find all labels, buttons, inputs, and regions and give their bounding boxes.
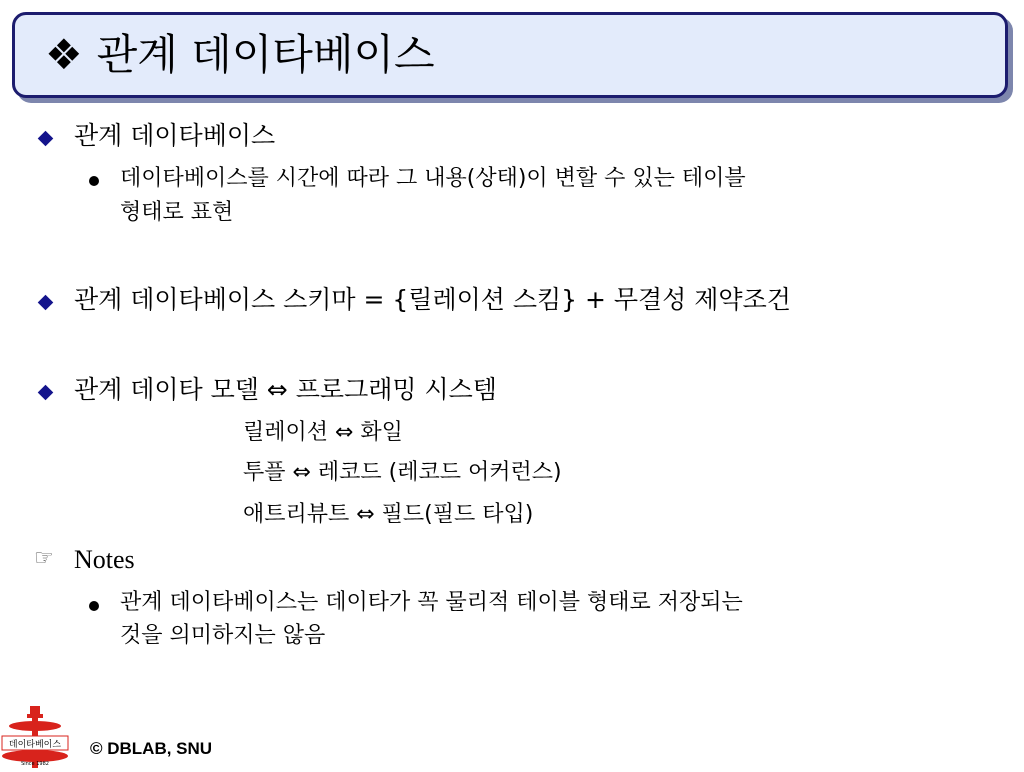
logo-subtext: Since 1982 xyxy=(21,761,49,767)
pointing-hand-icon: ☞ xyxy=(34,546,54,571)
diamond-bullet-icon xyxy=(38,131,54,147)
sub-item-line: 데이타베이스를 시간에 따라 그 내용(상태)이 변할 수 있는 테이블 xyxy=(120,166,746,191)
logo-text: 데이타베이스 xyxy=(8,740,62,750)
diamond-cluster-icon: ❖ xyxy=(45,30,83,79)
notes-heading: Notes xyxy=(74,545,135,574)
footer-copyright: © DBLAB, SNU xyxy=(90,739,213,758)
section-heading: 관계 데이타베이스 스키마 = {릴레이션 스킴} + 무결성 제약조건 xyxy=(74,285,791,314)
dot-bullet-icon xyxy=(89,601,99,611)
dblab-logo xyxy=(0,702,78,768)
section-heading: 관계 데이타베이스 xyxy=(74,121,276,150)
diamond-bullet-icon xyxy=(38,385,54,401)
mapping-line: 애트리뷰트 ⇔ 필드(필드 타입) xyxy=(243,502,534,527)
section-heading: 관계 데이타 모델 ⇔ 프로그래밍 시스템 xyxy=(74,375,497,404)
note-item-line: 관계 데이타베이스는 데이타가 꼭 물리적 테이블 형태로 저장되는 xyxy=(120,590,743,615)
mapping-line: 투플 ⇔ 레코드 (레코드 어커런스) xyxy=(243,460,562,485)
page-title xyxy=(45,29,435,81)
sub-item-line: 형태로 표현 xyxy=(120,200,234,225)
page-title-text: 관계 데이타베이스 xyxy=(96,30,435,79)
title-box xyxy=(12,12,1008,98)
dot-bullet-icon xyxy=(89,176,99,186)
mapping-line: 릴레이션 ⇔ 화일 xyxy=(243,420,403,445)
note-item-line: 것을 의미하지는 않음 xyxy=(120,623,326,648)
diamond-bullet-icon xyxy=(38,295,54,311)
